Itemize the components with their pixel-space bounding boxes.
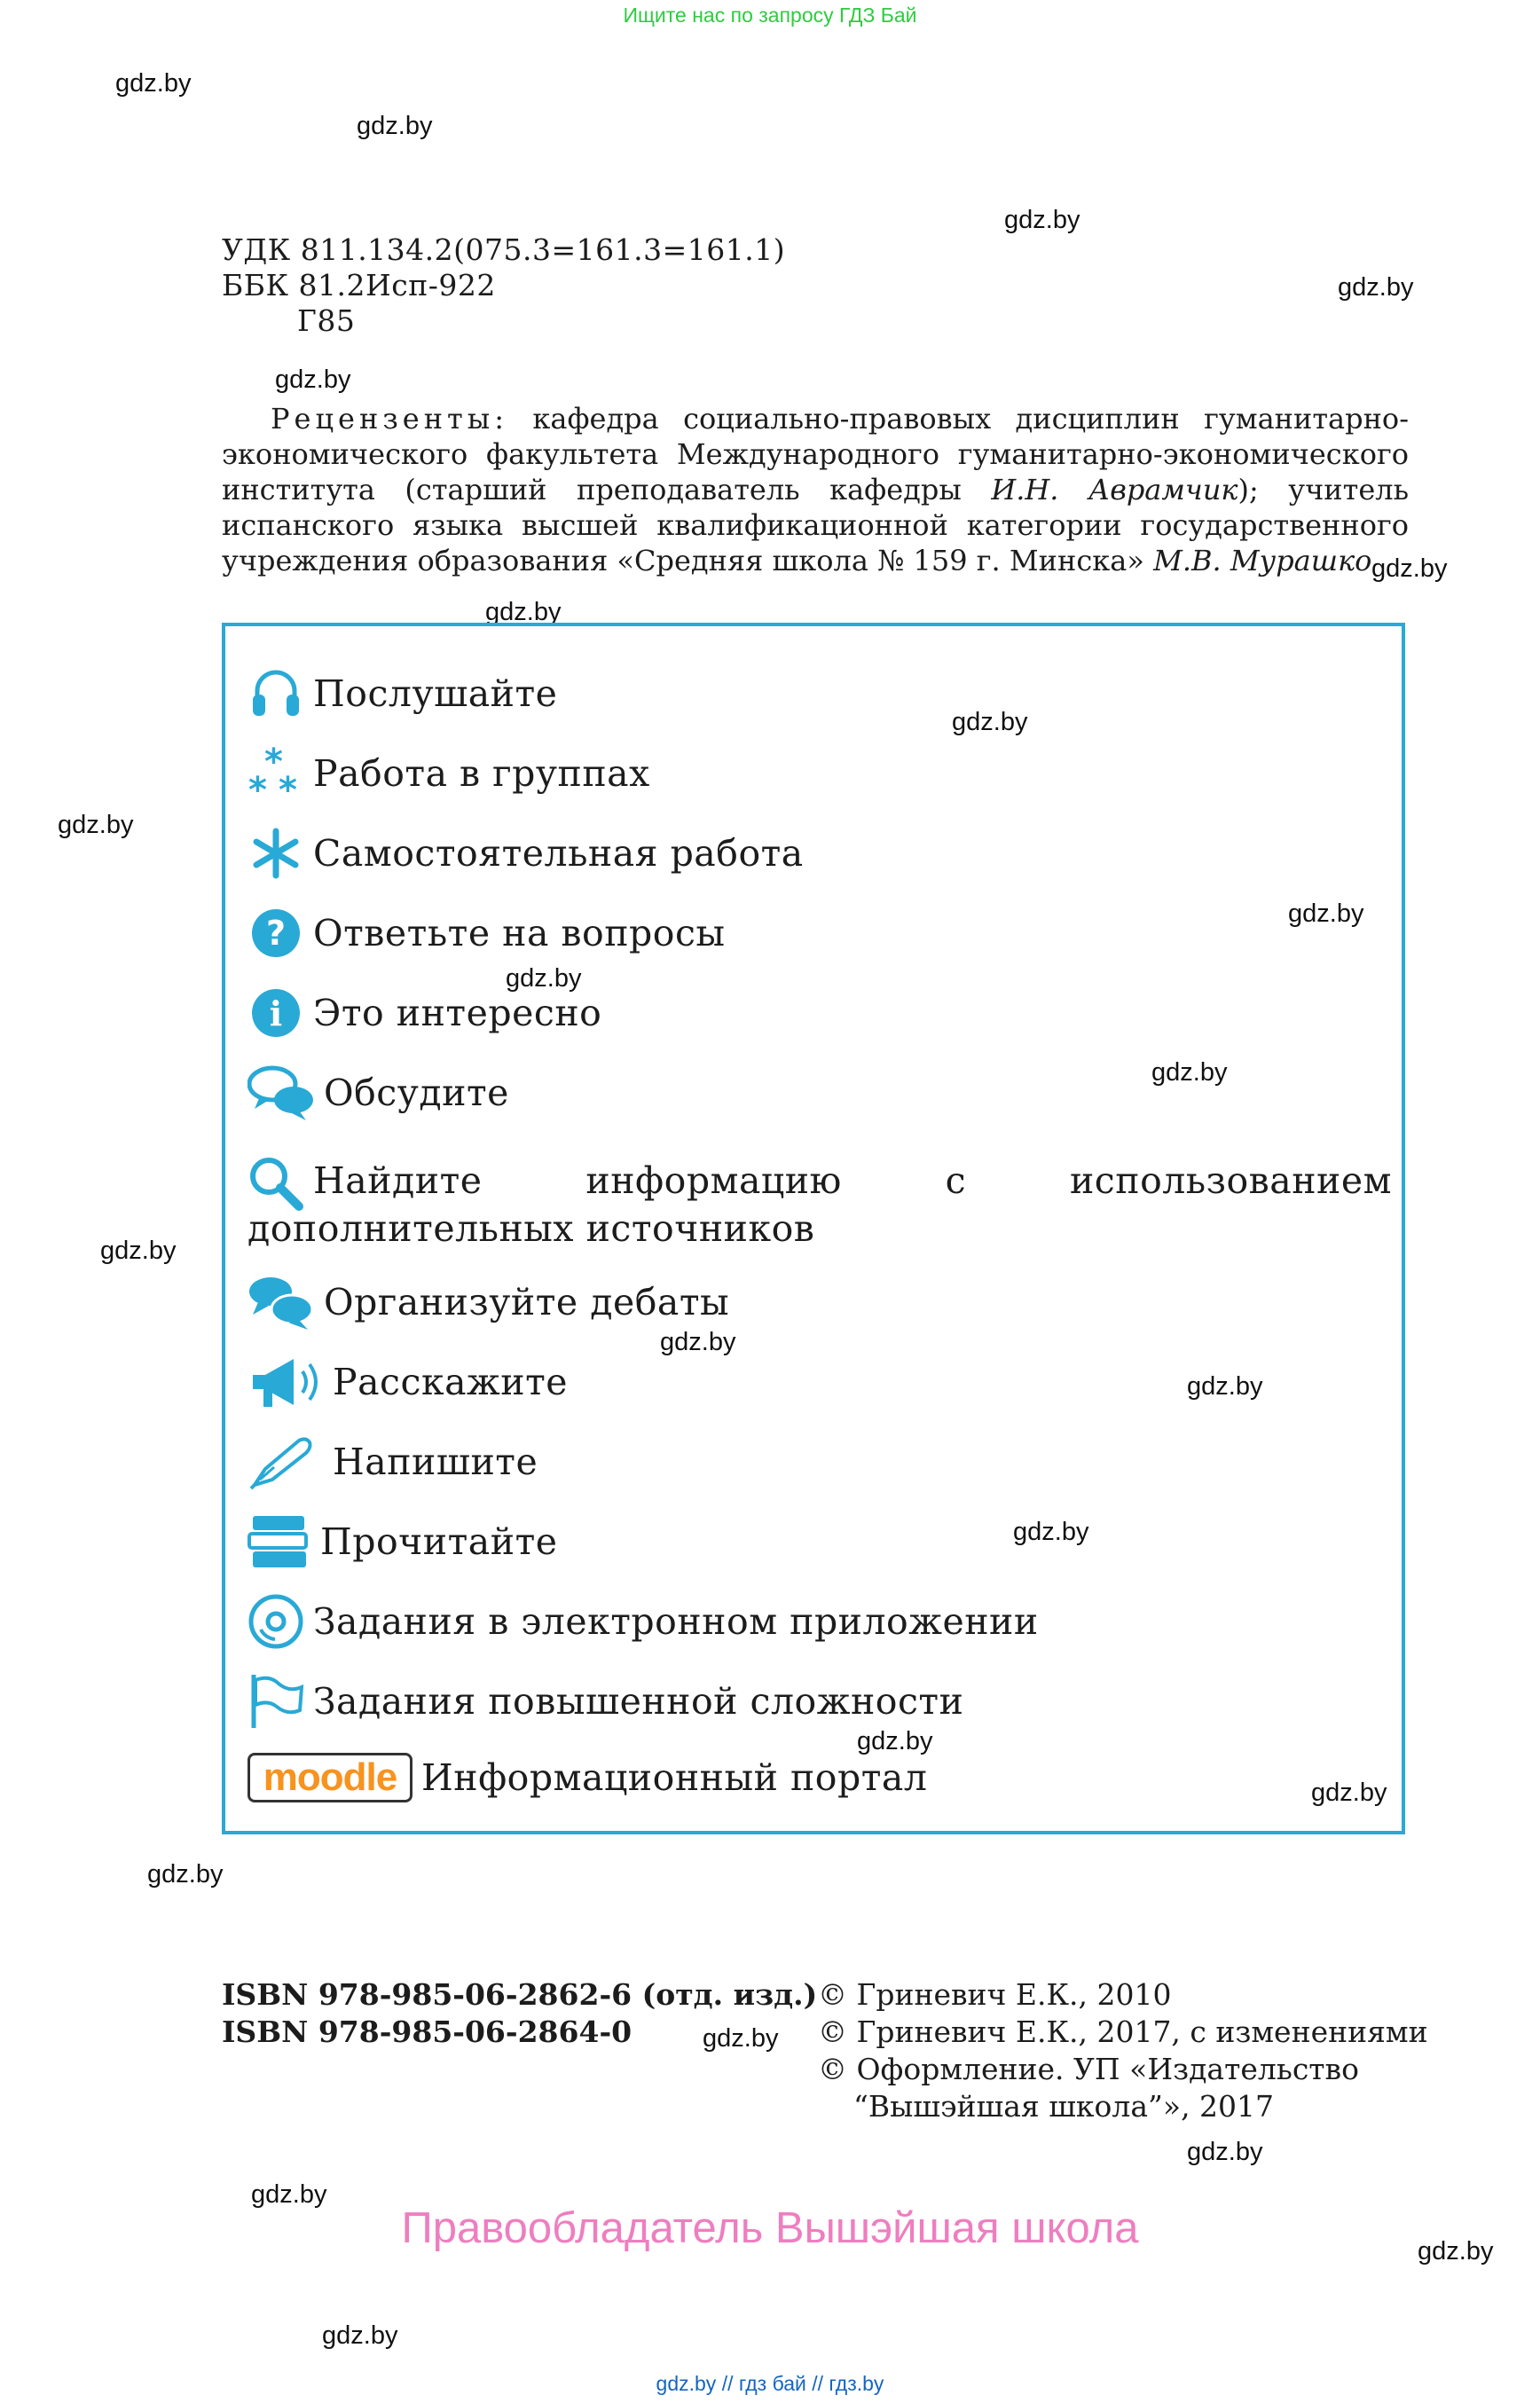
watermark: gdz.by	[357, 112, 433, 140]
info-icon	[248, 985, 304, 1041]
watermark: gdz.by	[1013, 1518, 1089, 1546]
svg-text:i: i	[269, 993, 283, 1033]
legend-item-answer-questions	[248, 905, 726, 962]
watermark: gdz.by	[115, 69, 192, 98]
watermark: gdz.by	[1288, 899, 1364, 928]
group-asterisks-icon	[248, 745, 304, 802]
watermark: gdz.by	[660, 1328, 736, 1356]
watermark: gdz.by	[58, 811, 134, 839]
watermark: gdz.by	[147, 1860, 224, 1889]
watermark: gdz.by	[857, 1727, 933, 1755]
watermark: gdz.by	[251, 2180, 327, 2209]
isbn-block	[222, 1976, 817, 2051]
watermark: gdz.by	[952, 708, 1028, 736]
megaphone-icon	[248, 1354, 324, 1410]
watermark: gdz.by	[1004, 206, 1080, 234]
reviewer-name-2: М.В. Мурашко	[1153, 544, 1372, 577]
legend-item-electronic	[248, 1593, 1039, 1650]
legend-label: Послушайте	[313, 672, 558, 715]
legend-label: Прочитайте	[320, 1520, 558, 1563]
legend-item-portal	[248, 1753, 927, 1802]
legend-item-advanced	[248, 1673, 963, 1730]
debate-bubbles-icon	[248, 1274, 315, 1331]
legend-box	[222, 623, 1405, 1834]
watermark: gdz.by	[1371, 554, 1448, 583]
bibliographic-codes	[222, 232, 785, 339]
copyright-line: © Оформление. УП «Издательство	[818, 2052, 1360, 2086]
legend-item-write	[248, 1433, 538, 1490]
asterisk-icon	[248, 825, 304, 882]
watermark: gdz.by	[1338, 273, 1414, 302]
legend-label: Расскажите	[333, 1361, 569, 1403]
watermark: gdz.by	[1187, 1372, 1263, 1401]
svg-text:*: *	[264, 745, 283, 782]
moodle-logo-icon: moodle	[248, 1753, 412, 1802]
watermark: gdz.by	[275, 365, 351, 394]
legend-label: Работа в группах	[313, 752, 650, 795]
copyright-block	[818, 1976, 1428, 2125]
reviewers-label: Рецензенты:	[271, 402, 508, 436]
question-icon	[248, 905, 304, 962]
legend-item-independent-work	[248, 825, 804, 882]
legend-item-find-info	[248, 1157, 1392, 1253]
legend-label: Информационный портал	[421, 1756, 928, 1799]
flag-icon	[248, 1673, 304, 1730]
legend-label: Организуйте дебаты	[324, 1281, 730, 1323]
legend-label: Обсудите	[324, 1072, 509, 1114]
legend-label: Это интересно	[313, 992, 602, 1034]
svg-text:*: *	[248, 770, 267, 802]
copyright-line: © Гриневич Е.К., 2010	[818, 1977, 1172, 2012]
magnifier-icon	[248, 1155, 304, 1212]
author-code: Г85	[297, 303, 356, 338]
legend-item-discuss	[248, 1064, 509, 1121]
legend-label: Задания повышенной сложности	[313, 1680, 964, 1723]
legend-item-read	[248, 1513, 558, 1570]
legend-item-group-work	[248, 745, 650, 802]
watermark: gdz.by	[703, 2024, 779, 2053]
reviewers-text-1: кафедра социально-правовых дисциплин гуманитарно-экономического факультета Международного гуманитарно-экономического института (старший преподаватель кафедры	[222, 402, 1410, 507]
speech-bubbles-icon	[248, 1064, 315, 1121]
udk-code: УДК 811.134.2(075.3=161.3=161.1)	[222, 232, 786, 267]
bbk-code: ББК 81.2Исп-922	[222, 268, 496, 302]
top-banner[interactable]: Ищите нас по запросу ГДЗ Бай	[623, 4, 917, 27]
disc-icon	[248, 1593, 304, 1650]
legend-label: Задания в электронном приложении	[313, 1600, 1039, 1643]
watermark: gdz.by	[1187, 2138, 1263, 2166]
copyright-line: “Вышэйшая школа”», 2017	[853, 2089, 1275, 2124]
copyright-line: © Гриневич Е.К., 2017, с изменениями	[818, 2014, 1428, 2049]
watermark: gdz.by	[1418, 2237, 1494, 2266]
legend-label: Найдите информацию с использованием дополнительных источников	[248, 1159, 1392, 1250]
headphones-icon	[248, 665, 304, 722]
legend-item-listen	[248, 665, 557, 722]
watermark: gdz.by	[100, 1237, 177, 1265]
svg-text:*: *	[279, 770, 297, 802]
watermark: gdz.by	[485, 598, 562, 626]
watermark: gdz.by	[506, 964, 582, 993]
legend-label: Ответьте на вопросы	[313, 912, 726, 954]
reviewers-paragraph	[222, 401, 1409, 578]
reviewers-text-2: ); учитель испанского языка высшей квалификационной категории государственного учреждения образования «Средняя школа № 159 г. Минска»	[222, 473, 1410, 577]
watermark: gdz.by	[1151, 1058, 1228, 1087]
bottom-links[interactable]: gdz.by // гдз бай // гдз.by	[656, 2372, 884, 2395]
legend-item-tell	[248, 1354, 568, 1410]
books-icon	[248, 1513, 311, 1570]
fountain-pen-icon	[248, 1433, 324, 1490]
reviewer-name-1: И.Н. Аврамчик	[991, 473, 1238, 507]
svg-text:?: ?	[265, 914, 287, 953]
isbn-line: ISBN 978-985-06-2862-6 (отд. изд.)	[222, 1977, 818, 2012]
legend-label: Самостоятельная работа	[313, 832, 804, 875]
legend-item-debates	[248, 1274, 729, 1331]
rights-holder: Правообладатель Вышэйшая школа	[401, 2204, 1139, 2252]
watermark: gdz.by	[322, 2321, 398, 2350]
watermark: gdz.by	[1311, 1779, 1387, 1807]
legend-label: Напишите	[333, 1441, 538, 1483]
isbn-line: ISBN 978-985-06-2864-0	[222, 2014, 632, 2049]
legend-item-interesting	[248, 985, 601, 1041]
